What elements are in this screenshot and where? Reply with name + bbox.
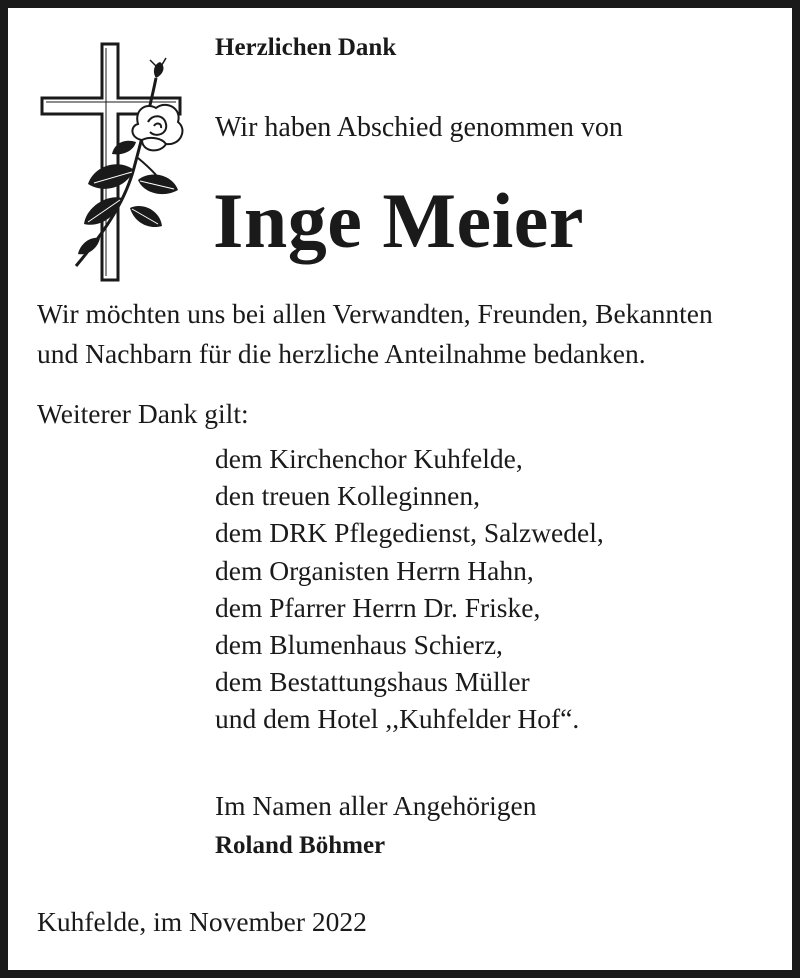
list-item: dem Organisten Herrn Hahn, — [215, 554, 534, 586]
further-thanks-list — [215, 440, 604, 738]
list-item: dem Kirchenchor Kuhfelde, — [215, 443, 523, 474]
place-and-date: Kuhfelde, im November 2022 — [37, 906, 367, 937]
thanks-line: und Nachbarn für die herzliche Anteilnahme bedanken. — [37, 338, 646, 369]
thanks-paragraph — [37, 294, 713, 374]
list-item: und dem Hotel ,,Kuhfelder Hof“. — [215, 703, 580, 735]
thanks-line: Wir möchten uns bei allen Verwandten, Freunden, Bekannten — [37, 298, 713, 329]
list-item: dem Pfarrer Herrn Dr. Friske, — [215, 591, 541, 623]
list-item: dem Bestattungshaus Müller — [215, 666, 530, 698]
list-item: dem Blumenhaus Schierz, — [215, 629, 503, 661]
deceased-name: Inge Meier — [213, 177, 585, 264]
signer-name: Roland Böhmer — [215, 832, 386, 859]
cross-with-rose-icon — [38, 38, 193, 288]
further-thanks-label: Weiterer Dank gilt: — [37, 398, 249, 429]
notice-heading: Herzlichen Dank — [215, 34, 397, 61]
intro-text: Wir haben Abschied genommen von — [215, 112, 623, 143]
on-behalf-line: Im Namen aller Angehörigen — [215, 790, 537, 821]
list-item: dem DRK Pflegedienst, Salzwedel, — [215, 517, 604, 549]
list-item: den treuen Kolleginnen, — [215, 480, 480, 512]
